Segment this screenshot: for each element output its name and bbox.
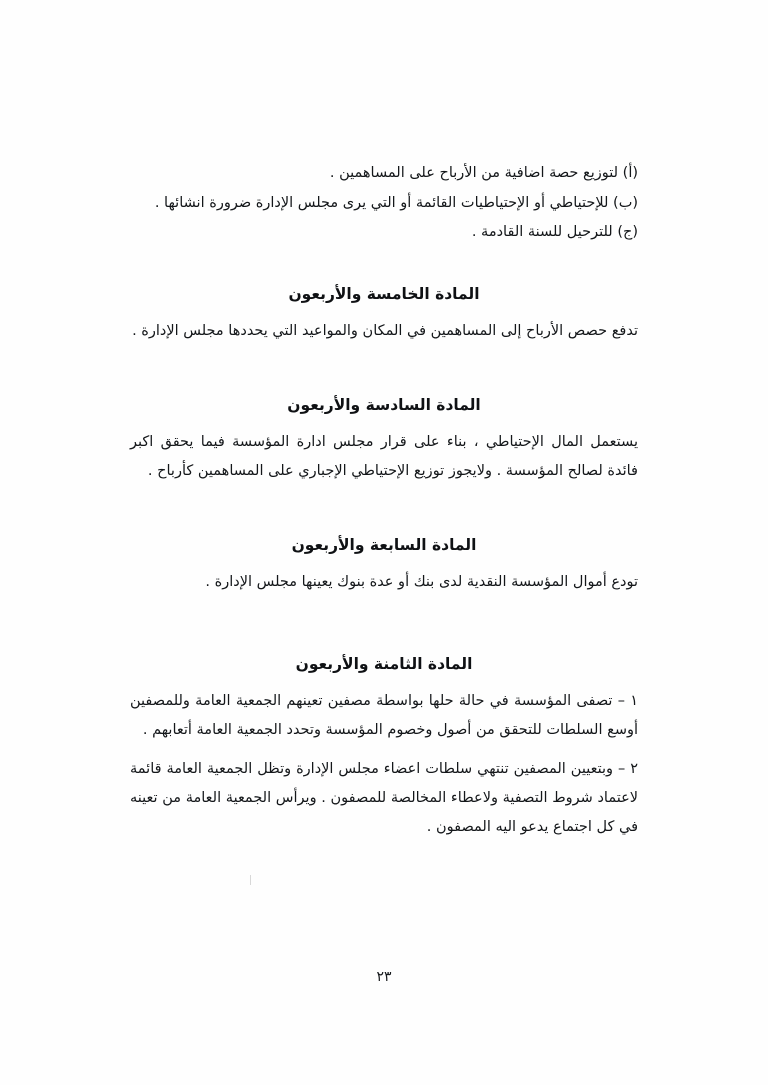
section-heading-46: المادة السادسة والأربعون [287, 395, 481, 414]
section-paragraph-45: تدفع حصص الأرباح إلى المساهمين في المكان والمواعيد التي يحددها مجلس الإدارة . [132, 322, 638, 339]
spacer [130, 249, 638, 259]
numbered-item [130, 755, 638, 842]
list-item-text: للترحيل للسنة القادمة . [471, 224, 613, 241]
numbered-item-marker: ١ – [617, 692, 639, 709]
numbered-item-marker: ٢ – [618, 760, 639, 777]
section-heading-47: المادة السابعة والأربعون [291, 535, 477, 554]
list-item-marker: (ب) [613, 194, 638, 211]
list-item [130, 219, 638, 247]
section-heading-45: المادة الخامسة والأربعون [288, 284, 480, 303]
list-item-text: للإحتياطي أو الإحتياطيات القائمة أو التي يرى مجلس الإدارة ضرورة انشائها . [154, 194, 609, 211]
list-item-marker: (أ) [622, 165, 638, 181]
section-paragraph-47: تودع أموال المؤسسة النقدية لدى بنك أو عدة بنوك يعينها مجلس الإدارة . [205, 573, 638, 590]
list-item [130, 190, 638, 218]
list-item-text: لتوزيع حصة اضافية من الأرباح على المساهمين . [329, 165, 619, 181]
list-item-marker: (ج) [617, 224, 638, 241]
numbered-item-text: وبتعيين المصفين تنتهي سلطات اعضاء مجلس الإدارة وتظل الجمعية العامة قائمة لاعتماد شروط التصفية ولاعطاء المخالصة للمصفون . ويرأس الجمعية العامة من تعينه في كل اجتماع يدعو اليه المصفون . [130, 760, 638, 835]
page-content [130, 160, 638, 852]
list-item [130, 160, 638, 188]
spacer [130, 492, 638, 510]
spacer [130, 603, 638, 629]
numbered-item-text: تصفى المؤسسة في حالة حلها بواسطة مصفين تعينهم الجمعية العامة وللمصفين أوسع السلطات للتحقق من أصول وخصوم المؤسسة وتحدد الجمعية العامة أتعابهم . [130, 692, 638, 738]
section-paragraph-46: يستعمل المال الإحتياطي ، بناء على قرار مجلس ادارة المؤسسة فيما يحقق اكبر فائدة لصالح المؤسسة . ولايجوز توزيع الإحتياطي الإجباري على المساهمين كأرباح . [130, 433, 638, 479]
numbered-item [130, 687, 638, 745]
spacer [130, 352, 638, 370]
page-number: ٢٣ [376, 969, 392, 985]
scan-artifact [250, 875, 251, 885]
section-heading-48: المادة الثامنة والأربعون [295, 654, 473, 673]
